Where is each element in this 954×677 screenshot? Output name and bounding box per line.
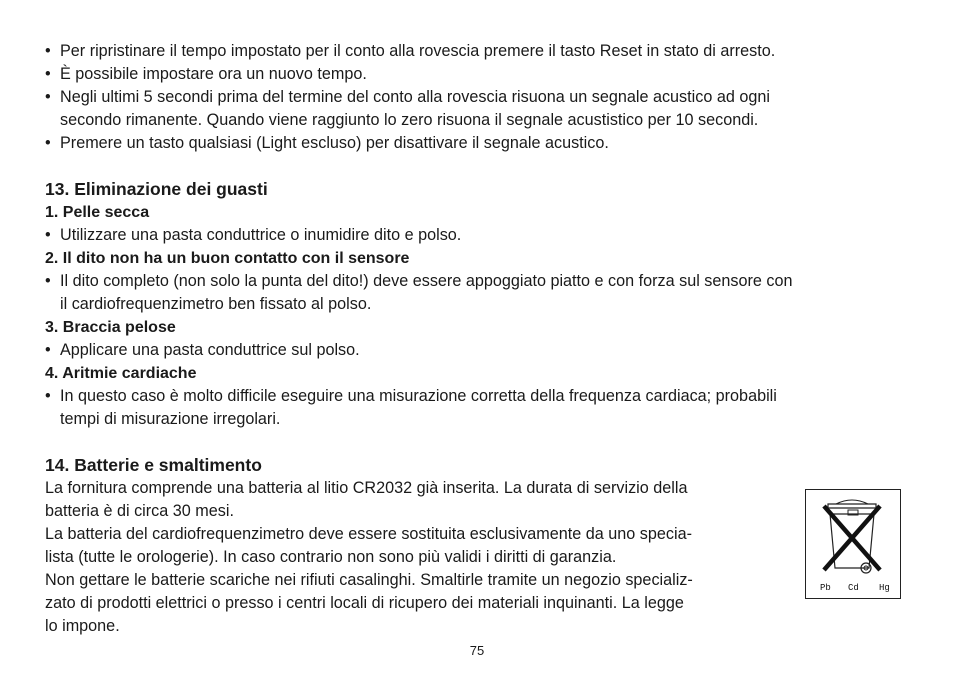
section-batteries <box>45 454 915 638</box>
bullet-item: • Negli ultimi 5 secondi prima del termine del conto alla rovescia risuona un segnale acustico ad ogni <box>45 86 915 109</box>
bullet-item: • In questo caso è molto difficile eseguire una misurazione corretta della frequenza cardiaca; probabili <box>45 385 915 408</box>
bullet-continuation: tempi di misurazione irregolari. <box>60 410 281 428</box>
paragraph-line: Non gettare le batterie scariche nei rifiuti casalinghi. Smaltirle tramite un negozio specializ- <box>45 571 693 589</box>
paragraph-line: La batteria del cardiofrequenzimetro deve essere sostituita esclusivamente da uno specia- <box>45 525 692 543</box>
section-heading: 14. Batterie e smaltimento <box>45 455 262 475</box>
bullet-item: • Il dito completo (non solo la punta del dito!) deve essere appoggiato piatto e con forza sul sensore con <box>45 270 915 293</box>
subsection-title: 4. Aritmie cardiache <box>45 365 197 382</box>
intro-bullets <box>45 40 915 155</box>
disposal-symbol <box>805 489 901 599</box>
subsection-title: 2. Il dito non ha un buon contatto con il sensore <box>45 250 410 267</box>
paragraph-line: batteria è di circa 30 mesi. <box>45 502 234 520</box>
label-hg: Hg <box>879 583 890 593</box>
paragraph-line: lista (tutte le orologerie). In caso contrario non sono più validi i diritti di garanzia. <box>45 548 617 566</box>
section-heading: 13. Eliminazione dei guasti <box>45 179 268 199</box>
manual-page <box>45 40 915 638</box>
page-number: 75 <box>469 643 485 658</box>
paragraph-line: La fornitura comprende una batteria al litio CR2032 già inserita. La durata di servizio della <box>45 479 688 497</box>
bullet-item: • Utilizzare una pasta conduttrice o inumidire dito e polso. <box>45 224 915 247</box>
paragraph-line: lo impone. <box>45 617 120 635</box>
paragraph-line: zato di prodotti elettrici o presso i centri locali di ricupero dei materiali inquinanti. La legge <box>45 594 684 612</box>
bullet-continuation: secondo rimanente. Quando viene raggiunto lo zero risuona il segnale acustistico per 10 secondi. <box>60 111 759 129</box>
subsection-title: 1. Pelle secca <box>45 204 150 221</box>
crossed-out-wheelie-bin-icon <box>806 490 900 598</box>
label-cd: Cd <box>848 583 859 593</box>
subsection-title: 3. Braccia pelose <box>45 319 176 336</box>
bullet-continuation: il cardiofrequenzimetro ben fissato al polso. <box>60 295 372 313</box>
section-troubleshooting <box>45 178 915 431</box>
bullet-item: • Per ripristinare il tempo impostato per il conto alla rovescia premere il tasto Reset in stato di arresto. <box>45 40 915 63</box>
bullet-item: • Applicare una pasta conduttrice sul polso. <box>45 339 915 362</box>
bullet-item: • È possibile impostare ora un nuovo tempo. <box>45 63 915 86</box>
bullet-item: • Premere un tasto qualsiasi (Light escluso) per disattivare il segnale acustico. <box>45 132 915 155</box>
label-pb: Pb <box>820 583 831 593</box>
